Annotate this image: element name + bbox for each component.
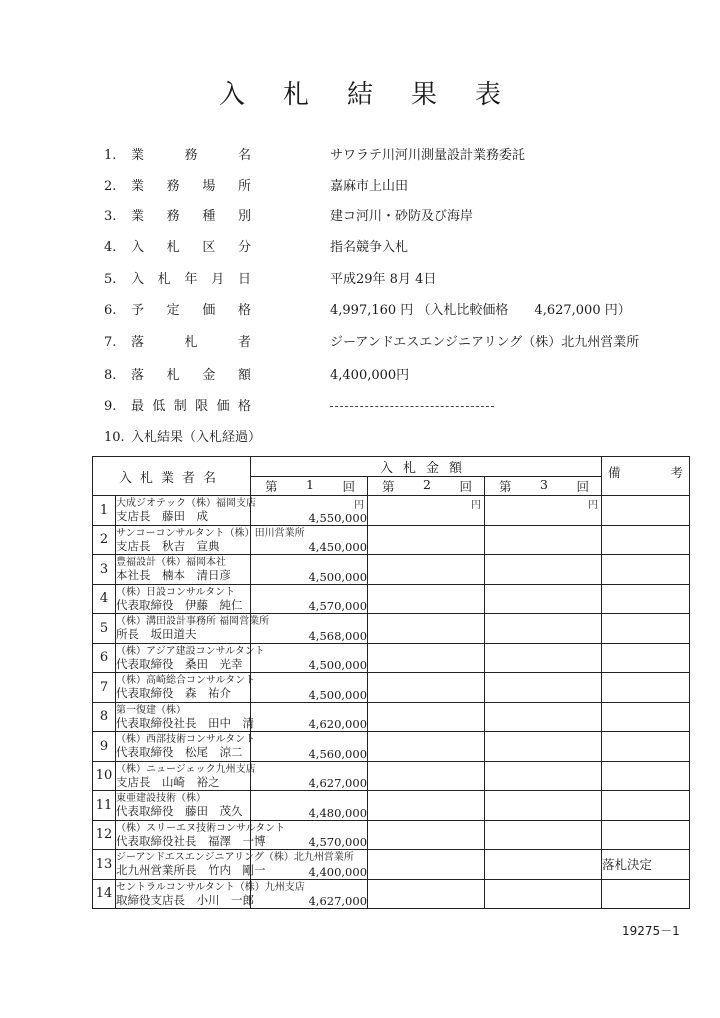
item-label-char: 落 [131,335,145,350]
header-remarks [602,457,690,496]
header-remarks-char: 考 [670,465,684,480]
item-label-char: 月 [211,272,225,287]
bid-amount-round-3 [485,673,602,703]
bid-amount-value: 4,560,000 [308,746,368,761]
bid-amount-round-1 [251,879,368,909]
bid-amount-round-2 [368,614,485,644]
table-row [93,584,690,614]
row-number: 12 [93,820,116,850]
table-row [93,643,690,673]
remarks [602,879,690,909]
table-row [93,525,690,555]
lowest-limit-price-blank-line [330,406,494,407]
item-label-char: 種 [202,209,216,224]
item-number: 7. [104,335,117,350]
bid-amount-value: 4,450,000 [308,540,368,554]
header-bidder-name: 入札業者名 [93,457,251,496]
item-value: 平成29年 8月 4日 [330,272,437,287]
row-number: 11 [93,791,116,821]
header-round-3 [485,477,602,496]
bidder-representative: 代表取締役 松尾 涼二 [116,745,243,760]
bid-amount-round-3 [485,879,602,909]
page-number: 19275－1 [622,924,680,938]
item-label-char: 格 [237,399,251,414]
row-number: 10 [93,761,116,791]
remarks [602,525,690,555]
remarks: 落札決定 [602,850,690,880]
item-number: 8. [104,368,117,383]
bid-amount-value: 4,500,000 [308,658,368,672]
bidder-representative: 代表取締役 桑田 光幸 [116,656,243,671]
bid-amount-round-3 [485,702,602,732]
bid-amount-round-1 [251,850,368,880]
bid-amount-round-2 [368,555,485,585]
item-label [131,146,251,166]
row-number: 1 [93,496,116,526]
bidder-representative: 所長 坂田道夫 [116,627,197,642]
table-row [93,614,690,644]
item-label-char: 金 [202,368,216,383]
bidder-representative: 代表取締役 伊藤 純仁 [116,597,243,612]
item-value: 4,400,000円 [330,368,410,383]
bidder-name [116,761,256,791]
item-label-char: 年 [184,272,198,287]
header-remarks-char: 備 [608,465,621,480]
item-label-char: 額 [237,368,251,383]
item-label-char: 務 [166,209,180,224]
bidder-representative: 支店長 山崎 裕之 [116,774,220,789]
round-char: 第 [265,479,278,494]
item-number: 10. [104,430,125,445]
item-label-char: 価 [216,399,230,414]
bid-amount-value: 4,400,000 [308,864,368,879]
bid-amount-round-3 [485,555,602,585]
bid-amount-round-3 [485,732,602,762]
table-row [93,820,690,850]
table-row [93,496,690,526]
item-label-char: 所 [237,179,251,194]
remarks [602,673,690,703]
item-label-char: 業 [131,148,145,163]
remarks [602,732,690,762]
row-number: 8 [93,702,116,732]
bid-amount-round-2 [368,732,485,762]
bid-amount-value: 4,550,000 [308,510,368,525]
bid-amount-round-2 [368,584,485,614]
table-row [93,732,690,762]
bidder-name [116,525,305,555]
row-number: 7 [93,673,116,703]
bidder-company: ジーアンドエスエンジニアリング（株）北九州営業所 [116,852,354,864]
item-label-char: 務 [166,179,180,194]
bid-amount-round-2 [368,879,485,909]
item-label-char: 格 [237,303,251,318]
bidder-representative: 本社長 楠本 清日彦 [116,568,231,583]
bidder-representative: 代表取締役社長 田中 清 [116,715,254,730]
bidder-representative: 支店長 秋吉 宣典 [116,538,220,553]
page-title: 入札結果表 [218,80,539,110]
row-number: 4 [93,584,116,614]
bid-amount-round-2 [368,791,485,821]
item-row [0,238,720,258]
bidder-company: 第一復建（株） [116,704,186,716]
item-label-char: 定 [166,303,180,318]
item-label-char: 価 [202,303,216,318]
bid-amount-round-1 [251,555,368,585]
table-row [93,879,690,909]
item-label-char: 名 [237,148,251,163]
row-number: 9 [93,732,116,762]
item-label-char: 限 [195,399,209,414]
item-label-char: 最 [131,399,145,414]
bidder-name [116,732,256,762]
item-label [131,270,251,290]
bid-amount-round-3 [485,643,602,673]
header-round-2 [368,477,485,496]
bidder-representative: 北九州営業所長 竹内 剛一 [116,863,266,878]
item-row [0,177,720,197]
item-value: 建コ河川・砂防及び海岸 [330,209,474,224]
bid-amount-round-2 [368,820,485,850]
item-label [131,207,251,227]
remarks [602,614,690,644]
item-label-char: 札 [184,335,198,350]
item-label-char: 分 [237,240,251,255]
item-label-char: 者 [237,335,251,350]
bidder-company: （株）ニュージェック九州支店 [116,763,256,775]
round-char: 3 [540,477,548,492]
bid-amount-round-2 [368,525,485,555]
bidder-company: セントラルコンサルタント（株）九州支店 [116,881,305,893]
item-label-char: 制 [173,399,187,414]
item-label-char: 入札結果（入札経過） [131,430,262,445]
bid-amount-round-1 [251,525,368,555]
bidder-name [116,673,256,703]
table-row [93,702,690,732]
bidder-representative: 支店長 藤田 成 [116,509,208,524]
item-row [0,270,720,290]
bid-amount-round-1 [251,496,368,526]
item-label-char: 業 [131,209,145,224]
item-label [131,177,251,197]
bidder-representative: 取締役支店長 小川 一郎 [116,892,254,907]
bid-amount-value: 4,570,000 [308,599,368,613]
bid-amount-value: 4,568,000 [308,628,368,643]
item-value: 4,997,160 円 （入札比較価格 4,627,000 円） [330,303,631,318]
bid-amount-value: 4,570,000 [308,835,368,849]
item-number: 5. [104,272,117,287]
remarks [602,555,690,585]
round-char: 1 [306,477,314,492]
remarks [602,791,690,821]
table-row [93,673,690,703]
remarks [602,820,690,850]
bidder-company: （株）高崎総合コンサルタント [116,675,256,687]
yen-unit: 円 [354,500,365,511]
bid-amount-round-2 [368,761,485,791]
bid-amount-round-3 [485,614,602,644]
item-number: 3. [104,209,117,224]
item-row [0,428,720,448]
round-char: 回 [459,479,472,494]
header-bid-amount: 入札金額 [251,457,602,477]
bidder-company: （株）西部技術コンサルタント [116,734,256,746]
bid-amount-round-2 [368,673,485,703]
item-label [131,397,251,417]
item-label-char: 日 [237,272,251,287]
bid-amount-round-2 [368,850,485,880]
bid-amount-round-2 [368,496,485,526]
item-label-char: 入 [131,240,145,255]
row-number: 14 [93,879,116,909]
row-number: 3 [93,555,116,585]
bidder-company: （株）溝田設計事務所 福岡営業所 [116,616,270,628]
remarks [602,761,690,791]
item-row [0,397,720,417]
bidder-representative: 代表取締役 藤田 茂久 [116,804,243,819]
bid-amount-round-2 [368,702,485,732]
bid-amount-value: 4,627,000 [308,894,368,908]
item-label-char: 区 [202,240,216,255]
item-value: サワラテ川河川測量設計業務委託 [330,148,526,163]
bid-amount-round-3 [485,791,602,821]
row-number: 6 [93,643,116,673]
bid-amount-round-1 [251,732,368,762]
item-label [131,366,251,386]
header-round-1 [251,477,368,496]
item-label-char: 札 [166,240,180,255]
item-label [131,333,251,353]
bidder-name [116,496,256,526]
bid-amount-value: 4,620,000 [308,717,368,731]
bidder-name [116,614,270,644]
round-char: 2 [423,477,431,492]
item-row [0,146,720,166]
bid-amount-value: 4,500,000 [308,569,368,584]
bidder-company: 豊福設計（株）福岡本社 [116,557,226,569]
bidder-name [116,702,254,732]
bidder-name [116,879,305,909]
bidder-name [116,791,251,821]
bidder-representative: 代表取締役社長 福澤 一博 [116,833,266,848]
item-number: 4. [104,240,117,255]
item-label-char: 業 [131,179,145,194]
yen-unit: 円 [588,500,599,511]
bid-amount-round-1 [251,791,368,821]
round-char: 第 [499,479,512,494]
item-label [131,238,251,258]
item-label [131,301,251,321]
item-value: 指名競争入札 [330,240,409,255]
bid-amount-round-3 [485,850,602,880]
row-number: 5 [93,614,116,644]
remarks [602,702,690,732]
item-row [0,207,720,227]
bid-amount-value: 4,627,000 [308,776,368,790]
bidder-company: （株）日設コンサルタント [116,586,236,598]
bid-amount-round-1 [251,761,368,791]
round-char: 回 [342,479,355,494]
results-table [92,456,690,909]
item-number: 9. [104,399,117,414]
bid-amount-round-2 [368,643,485,673]
table-row [93,555,690,585]
item-number: 2. [104,179,117,194]
bid-amount-round-1 [251,820,368,850]
table-row [93,850,690,880]
item-label-char: 札 [157,272,171,287]
round-char: 第 [382,479,395,494]
yen-unit: 円 [471,500,482,511]
item-label-char: 務 [184,148,198,163]
bid-amount-round-1 [251,643,368,673]
remarks [602,584,690,614]
bidder-name [116,820,286,850]
item-label-char: 予 [131,303,145,318]
table-row [93,791,690,821]
item-label-char: 別 [237,209,251,224]
round-char: 回 [576,479,590,494]
bid-amount-round-3 [485,761,602,791]
bid-amount-round-1 [251,673,368,703]
bid-amount-round-1 [251,702,368,732]
bidder-company: （株）アジア建設コンサルタント [116,645,265,657]
item-row [0,333,720,353]
bidder-name [116,643,265,673]
item-label-char: 入 [131,272,145,287]
bid-amount-round-1 [251,584,368,614]
item-label-char: 場 [202,179,216,194]
remarks [602,643,690,673]
row-number: 13 [93,850,116,880]
item-row [0,366,720,386]
bidder-name [116,555,251,585]
item-value: ジーアンドエスエンジニアリング（株）北九州営業所 [330,335,640,350]
bid-amount-round-3 [485,496,602,526]
bidder-company: （株）スリーエヌ技術コンサルタント [116,822,286,834]
item-label-char: 落 [131,368,145,383]
bid-amount-value: 4,500,000 [308,687,368,702]
bidder-company: 東亜建設技術（株） [116,793,206,805]
item-label-char: 低 [152,399,166,414]
item-label-char: 札 [166,368,180,383]
bid-amount-round-1 [251,614,368,644]
item-label [131,428,262,448]
bidder-representative: 代表取締役 森 祐介 [116,686,231,701]
bidder-company: 大成ジオテック（株）福岡支店 [116,498,256,510]
bid-amount-round-3 [485,820,602,850]
bidder-name [116,584,251,614]
bid-amount-round-3 [485,584,602,614]
bidder-company: サンコーコンサルタント（株）田川営業所 [116,527,305,539]
item-value: 嘉麻市上山田 [330,179,409,194]
item-row [0,301,720,321]
table-row [93,761,690,791]
row-number: 2 [93,525,116,555]
item-number: 1. [104,148,117,163]
remarks [602,496,690,526]
bid-amount-round-3 [485,525,602,555]
item-number: 6. [104,303,117,318]
bid-amount-value: 4,480,000 [308,805,368,820]
